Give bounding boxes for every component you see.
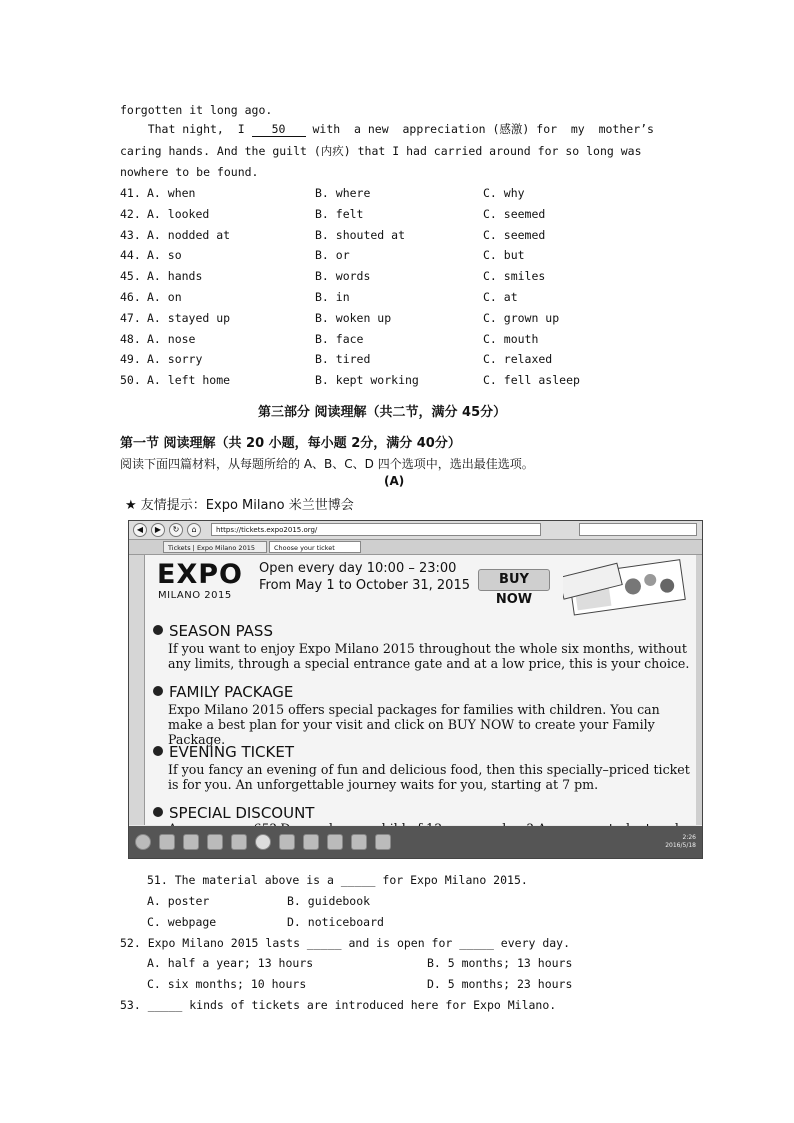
q52-option-a: A. half a year; 13 hours xyxy=(147,956,314,970)
cloze-option-a: A. when xyxy=(147,186,196,200)
part3-title: 第三部分 阅读理解（共二节，满分 45分） xyxy=(258,405,507,420)
tab-choose-ticket: Choose your ticket xyxy=(269,541,361,553)
cloze-question-number: 46. xyxy=(120,290,141,304)
cloze-option-c: C. smiles xyxy=(483,269,546,283)
refresh-icon: ↻ xyxy=(169,523,183,537)
start-icon xyxy=(135,834,151,850)
tickets-image-icon xyxy=(563,557,695,617)
forward-icon: ▶ xyxy=(151,523,165,537)
passage-label: (A) xyxy=(384,474,405,488)
taskbar-app-icon xyxy=(279,834,295,850)
cloze-question-number: 42. xyxy=(120,207,141,221)
q51-option-b: B. guidebook xyxy=(287,894,371,908)
cloze-option-b: B. or xyxy=(315,248,350,262)
question-52: 52. Expo Milano 2015 lasts _____ and is open for _____ every day. xyxy=(120,936,571,950)
taskbar xyxy=(129,826,702,858)
scrollbar xyxy=(696,555,702,825)
cloze-option-a: A. stayed up xyxy=(147,311,231,325)
cloze-question-number: 50. xyxy=(120,373,141,387)
q51-option-a: A. poster xyxy=(147,894,210,908)
cloze-option-b: B. words xyxy=(315,269,371,283)
taskbar-app-icon xyxy=(231,834,247,850)
expo-logo: EXPO xyxy=(157,559,244,590)
cloze-option-a: A. so xyxy=(147,248,182,262)
taskbar-app-icon xyxy=(183,834,199,850)
bullet-icon xyxy=(153,807,163,817)
address-bar xyxy=(129,521,702,540)
cloze-option-a: A. left home xyxy=(147,373,231,387)
cloze-option-a: A. sorry xyxy=(147,352,203,366)
taskbar-app-icon xyxy=(303,834,319,850)
cloze-question-number: 43. xyxy=(120,228,141,242)
cloze-option-c: C. why xyxy=(483,186,525,200)
q52-option-b: B. 5 months; 13 hours xyxy=(427,956,573,970)
q52-option-d: D. 5 months; 23 hours xyxy=(427,977,573,991)
tab-tickets: Tickets | Expo Milano 2015 xyxy=(163,541,267,553)
section-title-special-discount xyxy=(153,804,314,822)
family-package-text: Expo Milano 2015 offers special packages for families with children. You can make a best plan for your visit and click on BUY NOW to create your Family Package. xyxy=(168,702,660,747)
taskbar-clock xyxy=(665,834,696,850)
blank-50: 50 xyxy=(252,122,306,137)
cloze-option-c: C. relaxed xyxy=(483,352,553,366)
cloze-question-number: 41. xyxy=(120,186,141,200)
evening-ticket-text: If you fancy an evening of fun and delicious food, then this specially–priced ticket is for you. An unforgettable journey waits for you, starting at 7 pm. xyxy=(168,762,690,792)
instruction: 阅读下面四篇材料，从每题所给的 A、B、C、D 四个选项中，选出最佳选项。 xyxy=(120,457,534,471)
expo-logo-subtitle: MILANO 2015 xyxy=(158,590,232,601)
section-title-season-pass xyxy=(153,622,273,640)
section-title-family-package xyxy=(153,683,293,701)
cloze-option-c: C. seemed xyxy=(483,207,546,221)
search-box xyxy=(579,523,697,536)
buy-now-button: BUY NOW xyxy=(478,569,550,591)
cloze-question-number: 44. xyxy=(120,248,141,262)
cloze-option-b: B. shouted at xyxy=(315,228,406,242)
question-51: 51. The material above is a _____ for Expo Milano 2015. xyxy=(147,873,528,887)
cloze-option-a: A. hands xyxy=(147,269,203,283)
bullet-icon xyxy=(153,746,163,756)
cloze-option-c: C. seemed xyxy=(483,228,546,242)
expo-webpage-screenshot xyxy=(128,520,703,859)
question-53: 53. _____ kinds of tickets are introduced here for Expo Milano. xyxy=(120,998,557,1012)
passage-line-2 xyxy=(120,121,654,137)
q51-option-c: C. webpage xyxy=(147,915,217,929)
family-package-title: FAMILY PACKAGE xyxy=(169,683,294,701)
cloze-option-b: B. face xyxy=(315,332,364,346)
browser-taskbar-icon xyxy=(255,834,271,850)
passage-line-3: caring hands. And the guilt (内疚) that I had carried around for so long was xyxy=(120,144,642,158)
cloze-option-b: B. woken up xyxy=(315,311,392,325)
cloze-option-b: B. tired xyxy=(315,352,371,366)
bullet-icon xyxy=(153,686,163,696)
cloze-option-b: B. where xyxy=(315,186,371,200)
clock-time: 2:26 xyxy=(682,834,696,841)
cloze-option-c: C. grown up xyxy=(483,311,560,325)
section-title-evening-ticket xyxy=(153,743,294,761)
home-icon: ⌂ xyxy=(187,523,201,537)
q52-option-c: C. six months; 10 hours xyxy=(147,977,307,991)
q51-option-d: D. noticeboard xyxy=(287,915,384,929)
cloze-option-c: C. but xyxy=(483,248,525,262)
special-discount-title: SPECIAL DISCOUNT xyxy=(169,804,315,822)
expo-page-content xyxy=(145,555,702,825)
tab-bar xyxy=(129,540,702,555)
hours-line-2: From May 1 to October 31, 2015 xyxy=(259,578,470,593)
passage-line-1: forgotten it long ago. xyxy=(120,103,273,117)
section1-title: 第一节 阅读理解（共 20 小题，每小题 2分，满分 40分） xyxy=(120,436,461,451)
cloze-option-b: B. kept working xyxy=(315,373,419,387)
cloze-question-number: 48. xyxy=(120,332,141,346)
back-icon: ◀ xyxy=(133,523,147,537)
season-pass-text: If you want to enjoy Expo Milano 2015 throughout the whole six months, without any limits, through a special entrance gate and at a low price, this is your choice. xyxy=(168,641,690,671)
cloze-option-c: C. at xyxy=(483,290,518,304)
passage-line-2-end: with a new appreciation (感激) for my mother’s xyxy=(305,122,654,136)
cloze-option-a: A. looked xyxy=(147,207,210,221)
cloze-option-b: B. in xyxy=(315,290,350,304)
cloze-question-number: 45. xyxy=(120,269,141,283)
season-pass-title: SEASON PASS xyxy=(169,622,273,640)
taskbar-app-icon xyxy=(327,834,343,850)
taskbar-app-icon xyxy=(351,834,367,850)
cloze-option-a: A. on xyxy=(147,290,182,304)
bullet-icon xyxy=(153,625,163,635)
hours-line-1: Open every day 10:00 – 23:00 xyxy=(259,561,457,576)
taskbar-app-icon xyxy=(207,834,223,850)
clock-date: 2016/5/18 xyxy=(665,842,696,849)
passage-line-2-start: That night, I xyxy=(120,122,252,136)
browser-sidebar xyxy=(129,555,145,825)
cloze-option-c: C. fell asleep xyxy=(483,373,580,387)
cloze-question-number: 47. xyxy=(120,311,141,325)
taskbar-app-icon xyxy=(375,834,391,850)
cloze-option-a: A. nodded at xyxy=(147,228,231,242)
cloze-option-a: A. nose xyxy=(147,332,196,346)
url-field: https://tickets.expo2015.org/ xyxy=(211,523,541,536)
opening-hours xyxy=(259,560,470,594)
passage-line-4: nowhere to be found. xyxy=(120,165,259,179)
cloze-option-b: B. felt xyxy=(315,207,364,221)
cloze-question-number: 49. xyxy=(120,352,141,366)
taskbar-app-icon xyxy=(159,834,175,850)
friendly-tip: ★ 友情提示：Expo Milano 米兰世博会 xyxy=(125,498,354,513)
evening-ticket-title: EVENING TICKET xyxy=(169,743,295,761)
cloze-option-c: C. mouth xyxy=(483,332,539,346)
